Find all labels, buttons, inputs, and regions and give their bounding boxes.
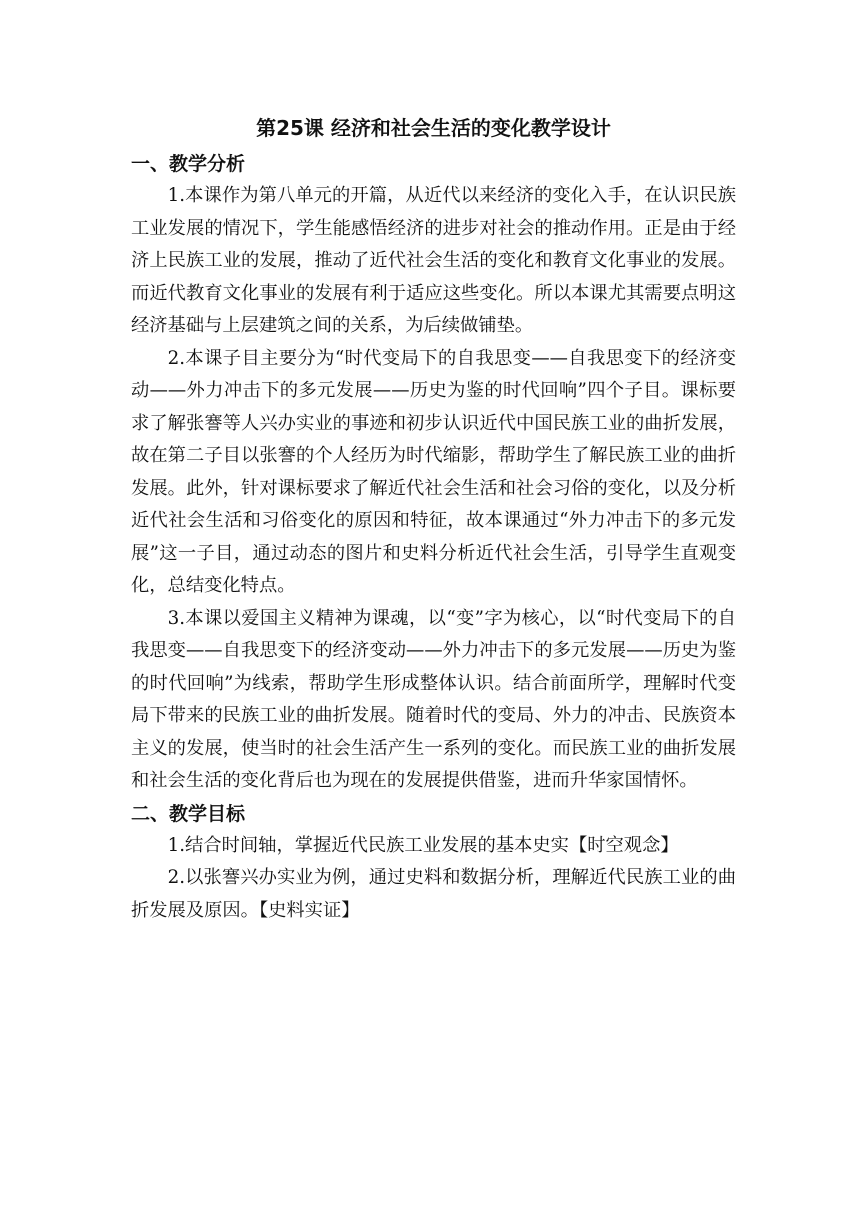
section-heading: 一、教学分析 bbox=[131, 153, 246, 175]
paragraph: 1.本课作为第八单元的开篇，从近代以来经济的变化入手，在认识民族工业发展的情况下，学生能感悟经济的进步对社会的推动作用。正是由于经济上民族工业的发展，推动了近代社会生活的变化和教育文化事业的发展。而近代教育文化事业的发展有利于适应这些变化。所以本课尤其需要点明这经济基础与上层建筑之间的关系，为后续做铺垫。 bbox=[131, 185, 736, 336]
paragraph: 2.以张謇兴办实业为例，通过史料和数据分析，理解近代民族工业的曲折发展及原因。【史料实证】 bbox=[131, 867, 736, 921]
document-title: 第25课 经济和社会生活的变化教学设计 bbox=[256, 116, 611, 140]
paragraph: 3.本课以爱国主义精神为课魂，以“变”字为核心，以“时代变局下的自我思变——自我思变下的经济变动——外力冲击下的多元发展——历史为鉴的时代回响”为线索，帮助学生形成整体认识。结合前面所学，理解时代变局下带来的民族工业的曲折发展。随着时代的变局、外力的冲击、民族资本主义的发展，使当时的社会生活产生一系列的变化。而民族工业的曲折发展和社会生活的变化背后也为现在的发展提供借鉴，进而升华家国情怀。 bbox=[131, 607, 736, 791]
paragraph: 1.结合时间轴，掌握近代民族工业发展的基本史实【时空观念】 bbox=[167, 834, 679, 856]
section-teaching-goals bbox=[131, 798, 736, 928]
section-teaching-analysis bbox=[131, 148, 736, 798]
document-body bbox=[131, 114, 736, 927]
paragraph: 2.本课子目主要分为“时代变局下的自我思变——自我思变下的经济变动——外力冲击下的多元发展——历史为鉴的时代回响”四个子目。课标要求了解张謇等人兴办实业的事迹和初步认识近代中国民族工业的曲折发展，故在第二子目以张謇的个人经历为时代缩影，帮助学生了解民族工业的曲折发展。此外，针对课标要求了解近代社会生活和社会习俗的变化，以及分析近代社会生活和习俗变化的原因和特征，故本课通过“外力冲击下的多元发展”这一子目，通过动态的图片和史料分析近代社会生活，引导学生直观变化，总结变化特点。 bbox=[131, 347, 736, 596]
section-heading: 二、教学目标 bbox=[131, 802, 246, 825]
